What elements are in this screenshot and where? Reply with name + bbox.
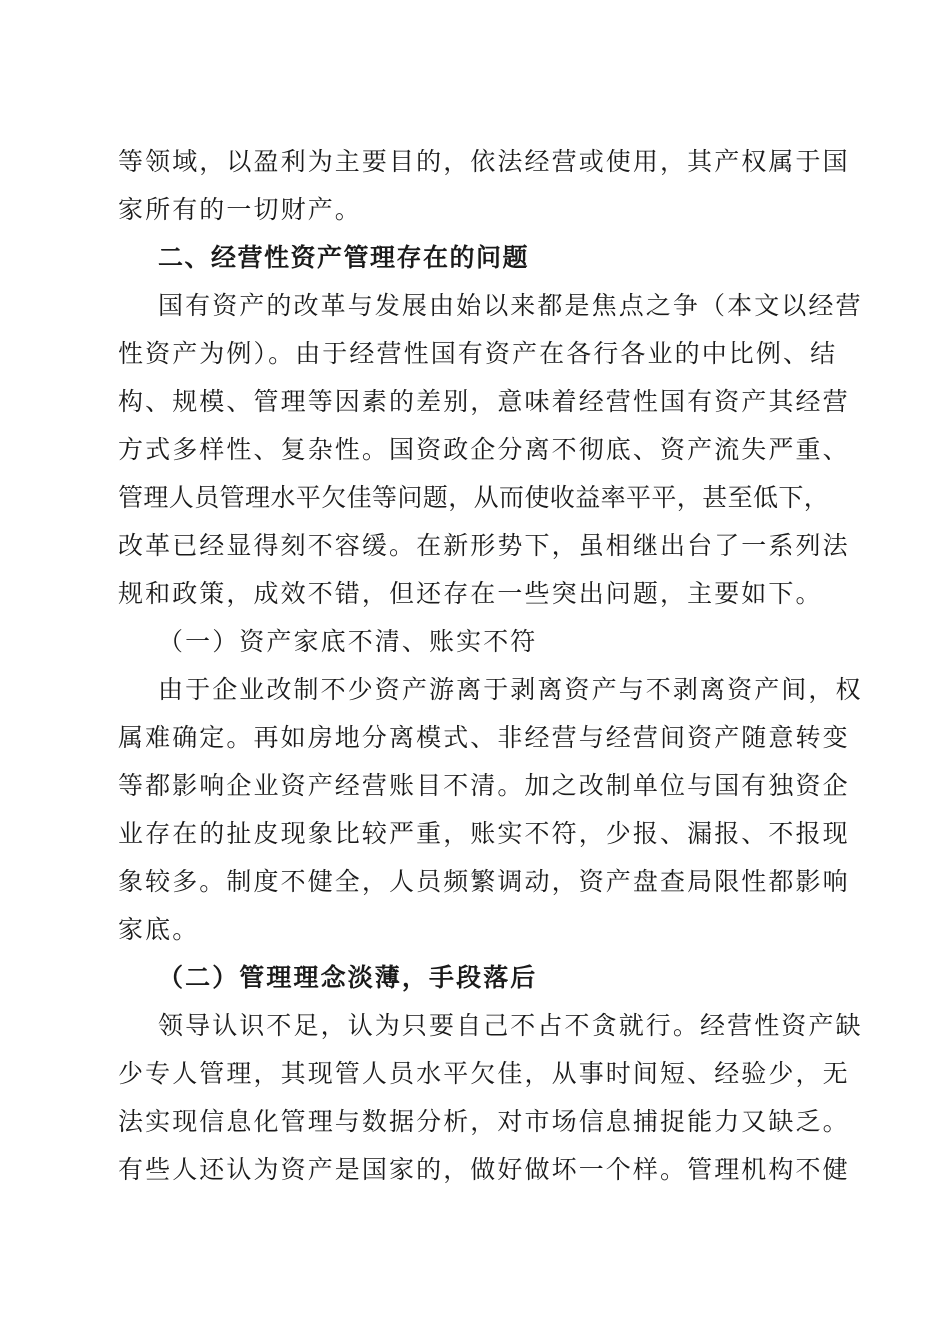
paragraph-line: 法实现信息化管理与数据分析，对市场信息捕捉能力又缺乏。	[118, 1107, 850, 1136]
paragraph-line: 家底。	[118, 915, 200, 944]
paragraph-line: 规和政策，成效不错，但还存在一些突出问题，主要如下。	[118, 579, 823, 608]
paragraph-line: 少专人管理，其现管人员水平欠佳，从事时间短、经验少，无	[118, 1059, 850, 1088]
paragraph-line: 方式多样性、复杂性。国资政企分离不彻底、资产流失严重、	[118, 435, 850, 464]
paragraph-line: 有些人还认为资产是国家的，做好做坏一个样。管理机构不健	[118, 1155, 850, 1184]
section-heading: 二、经营性资产管理存在的问题	[158, 243, 530, 272]
document-body	[118, 138, 863, 1194]
paragraph-line: 改革已经显得刻不容缓。在新形势下，虽相继出台了一系列法	[118, 531, 850, 560]
paragraph-line: 国有资产的改革与发展由始以来都是焦点之争（本文以经营	[158, 291, 863, 320]
paragraph-line: 业存在的扯皮现象比较严重，账实不符，少报、漏报、不报现	[118, 819, 850, 848]
paragraph-line: 象较多。制度不健全，人员频繁调动，资产盘查局限性都影响	[118, 867, 850, 896]
paragraph-line: 领导认识不足，认为只要自己不占不贪就行。经营性资产缺	[158, 1011, 863, 1040]
paragraph-line: 管理人员管理水平欠佳等问题，从而使收益率平平，甚至低下，	[118, 483, 830, 512]
paragraph-line: 性资产为例）。由于经营性国有资产在各行各业的中比例、结	[118, 339, 838, 368]
paragraph-line: 构、规模、管理等因素的差别，意味着经营性国有资产其经营	[118, 387, 850, 416]
paragraph-line: 由于企业改制不少资产游离于剥离资产与不剥离资产间，权	[158, 675, 863, 704]
subsection-heading: （二）管理理念淡薄，手段落后	[158, 963, 538, 992]
paragraph-line: 属难确定。再如房地分离模式、非经营与经营间资产随意转变	[118, 723, 850, 752]
paragraph-line: 等领域，以盈利为主要目的，依法经营或使用，其产权属于国	[118, 147, 850, 176]
subsection-heading: （一）资产家底不清、账实不符	[158, 627, 538, 656]
paragraph-line: 等都影响企业资产经营账目不清。加之改制单位与国有独资企	[118, 771, 850, 800]
paragraph-line: 家所有的一切财产。	[118, 195, 362, 224]
